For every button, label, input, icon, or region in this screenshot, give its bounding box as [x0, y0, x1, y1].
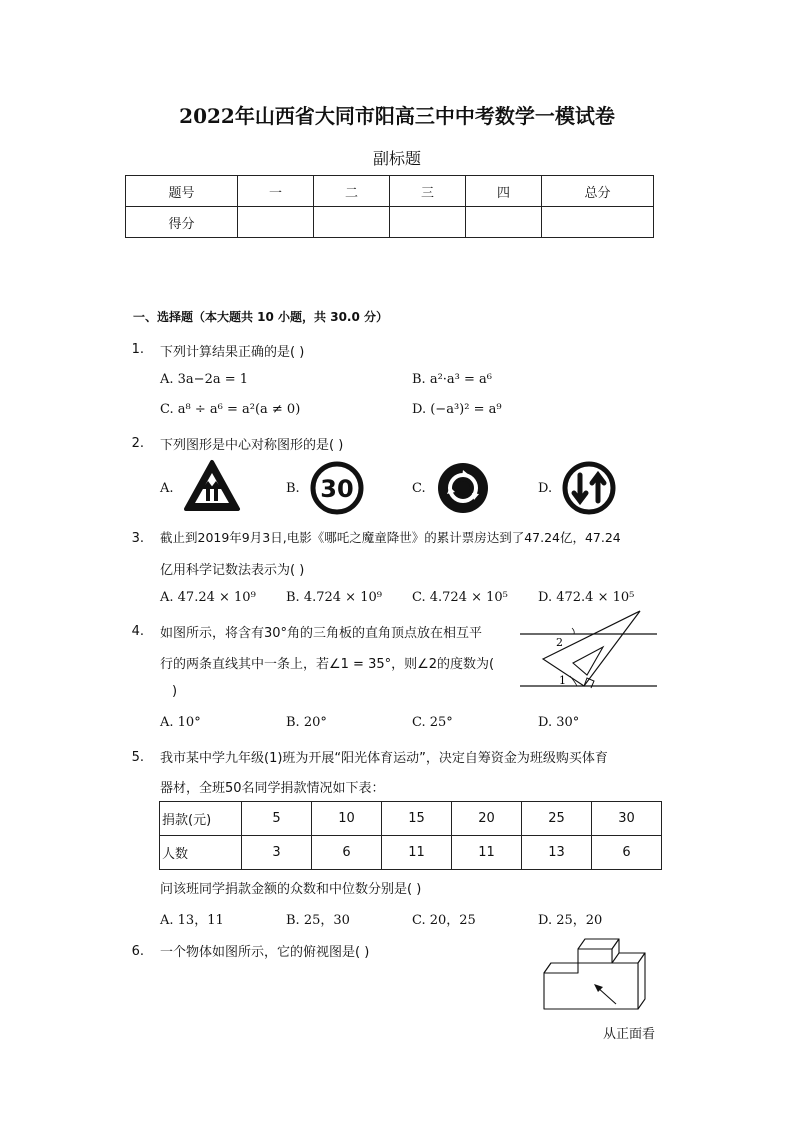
option-c: C. a⁸ ÷ a⁶ = a²(a ≠ 0) — [160, 402, 301, 417]
right-side-face — [638, 953, 645, 1009]
question-number: 2. — [131, 436, 144, 451]
donation-cell: 11 — [382, 836, 452, 870]
question-number: 6. — [131, 944, 144, 959]
question-text-line: 器材，全班50名同学捐款情况如下表： — [160, 781, 385, 796]
score-table-row — [126, 207, 654, 238]
score-header-cell: 四 — [466, 176, 542, 207]
donation-cell: 20 — [452, 802, 522, 836]
page-subtitle: 副标题 — [372, 149, 421, 168]
score-table-header-row — [126, 176, 654, 207]
option-c-label: C. — [412, 481, 426, 496]
donation-cell: 3 — [242, 836, 312, 870]
score-table — [125, 175, 654, 238]
question-number: 5. — [131, 750, 144, 765]
score-header-cell: 二 — [314, 176, 390, 207]
question-text-line: ) — [172, 684, 178, 699]
donation-row-label: 人数 — [160, 836, 242, 870]
speed-limit-value: 30 — [320, 475, 354, 503]
donation-cell: 10 — [312, 802, 382, 836]
option-d: D. (−a³)² = a⁹ — [412, 402, 502, 417]
section-heading: 一、选择题（本大题共 10 小题，共 30.0 分） — [133, 310, 389, 324]
donation-cell: 5 — [242, 802, 312, 836]
figure-caption: 从正面看 — [603, 1027, 656, 1042]
score-header-cell: 三 — [390, 176, 466, 207]
option-d: D. 25，20 — [538, 913, 603, 928]
question-number: 4. — [131, 624, 144, 639]
warning-triangle-sign-icon — [183, 459, 241, 513]
page-title: 2022年山西省大同市阳高三中中考数学一模试卷 — [179, 104, 615, 128]
option-b: B. a²·a³ = a⁶ — [412, 372, 492, 387]
score-header-cell: 总分 — [542, 176, 654, 207]
donation-cell: 6 — [592, 836, 662, 870]
solid-object-figure — [540, 933, 652, 1013]
option-a: A. 10° — [160, 715, 201, 730]
question-text-line: 我市某中学九年级(1)班为开展“阳光体育运动”，决定自筹资金为班级购买体育 — [160, 751, 608, 766]
question-number: 3. — [131, 531, 144, 546]
top-block-front-face — [578, 949, 612, 963]
option-a: A. 13，11 — [160, 913, 224, 928]
option-d: D. 472.4 × 10⁵ — [538, 590, 635, 605]
score-cell — [466, 207, 542, 238]
question-text-line: 亿用科学记数法表示为( ) — [160, 563, 305, 578]
option-a-label: A. — [160, 481, 174, 496]
question-text-line: 截止到2019年9月3日,电影《哪吒之魔童降世》的累计票房达到了47.24亿，47.24 — [160, 530, 621, 545]
donation-cell: 25 — [522, 802, 592, 836]
score-header-cell: 题号 — [126, 176, 238, 207]
question-text-line: 行的两条直线其中一条上，若∠1 = 35°，则∠2的度数为( — [160, 657, 495, 672]
option-b-label: B. — [286, 481, 300, 496]
option-b: B. 25，30 — [286, 913, 350, 928]
option-c: C. 20，25 — [412, 913, 476, 928]
two-way-traffic-sign-icon — [562, 461, 616, 515]
option-d-label: D. — [538, 481, 553, 496]
score-header-cell: 一 — [238, 176, 314, 207]
donation-row-amount — [160, 802, 662, 836]
question-text: 下列图形是中心对称图形的是( ) — [160, 438, 344, 453]
score-cell — [238, 207, 314, 238]
angle-2-label: 2 — [556, 636, 563, 649]
option-a: A. 3a−2a = 1 — [160, 372, 249, 387]
donation-table — [159, 801, 662, 870]
donation-cell: 11 — [452, 836, 522, 870]
donation-cell: 13 — [522, 836, 592, 870]
score-cell — [390, 207, 466, 238]
parallel-lines-triangle-figure — [515, 605, 660, 695]
score-cell — [314, 207, 390, 238]
donation-cell: 30 — [592, 802, 662, 836]
angle-1-label: 1 — [559, 674, 566, 687]
donation-row-count — [160, 836, 662, 870]
question-number: 1. — [131, 342, 144, 357]
option-c: C. 4.724 × 10⁵ — [412, 590, 508, 605]
option-a: A. 47.24 × 10⁹ — [160, 590, 256, 605]
donation-cell: 6 — [312, 836, 382, 870]
option-b: B. 20° — [286, 715, 327, 730]
option-b: B. 4.724 × 10⁹ — [286, 590, 382, 605]
donation-cell: 15 — [382, 802, 452, 836]
score-row-label: 得分 — [126, 207, 238, 238]
option-c: C. 25° — [412, 715, 453, 730]
question-text-line: 如图所示，将含有30°角的三角板的直角顶点放在相互平 — [160, 626, 483, 641]
score-cell — [542, 207, 654, 238]
question-text: 一个物体如图所示，它的俯视图是( ) — [160, 945, 370, 960]
donation-row-label: 捐款(元) — [160, 802, 242, 836]
roundabout-sign-icon — [436, 461, 490, 515]
question-text-line: 问该班同学捐款金额的众数和中位数分别是( ) — [160, 882, 422, 897]
question-text: 下列计算结果正确的是( ) — [160, 345, 305, 360]
speed-limit-sign-icon — [310, 461, 364, 515]
option-d: D. 30° — [538, 715, 580, 730]
